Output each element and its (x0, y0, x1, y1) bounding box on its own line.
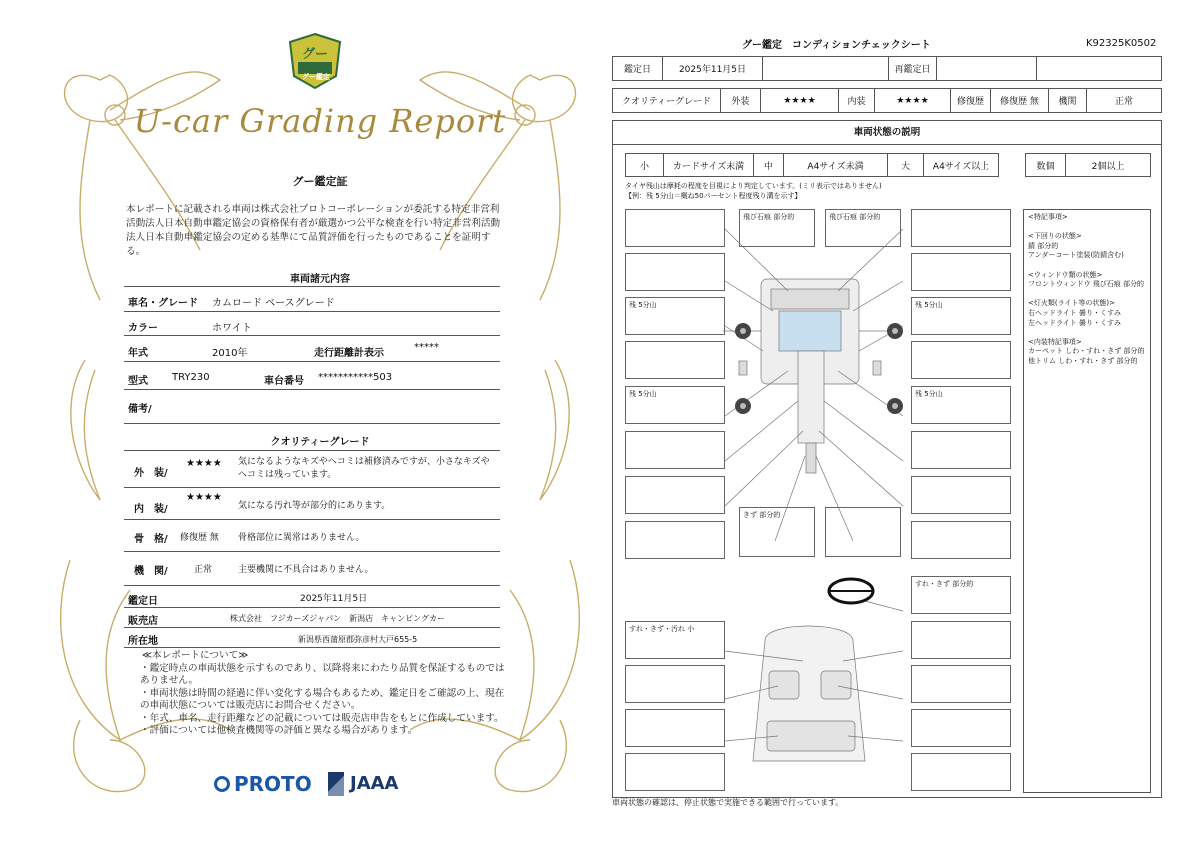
mileage-label: 走行距離計表示 (314, 348, 384, 359)
spec-heading: 車両諸元内容 (290, 274, 350, 285)
condition-check-sheet (612, 30, 1164, 820)
quality-row-engine (124, 552, 500, 586)
int-stars: ★★★★ (875, 89, 951, 112)
row-grading-date (124, 586, 500, 608)
condition-panel (612, 120, 1162, 798)
regrade-value (937, 57, 1037, 80)
address-label: 所在地 (128, 636, 158, 647)
blank-cell (763, 57, 889, 80)
exterior-label: 外 装/ (134, 468, 168, 479)
row-address (124, 628, 500, 648)
notes-line: カーペット しわ・すれ・きず 部分的 (1028, 347, 1145, 356)
quality-row-frame (124, 520, 500, 552)
quality-heading: クオリティーグレード (270, 437, 370, 448)
legend-count: 数個 (1026, 154, 1066, 176)
spec-row-remarks (124, 390, 500, 424)
tire-note: タイヤ残山は摩耗の程度を目視により判定しています。(ミリ表示ではありません) (625, 182, 882, 190)
grading-date-value: 2025年11月5日 (663, 57, 763, 80)
frame-text: 骨格部位に異常はありません。 (238, 533, 365, 543)
sheet-id: K92325K0502 (1086, 38, 1157, 49)
seat-mark: すれ・きず・汚れ 小 (629, 625, 695, 633)
damage-box (625, 621, 725, 659)
name-label: 車名・グレード (128, 298, 198, 309)
legend-mid: 中 (754, 154, 784, 176)
svg-text:グー: グー (301, 47, 329, 62)
interior-stars: ★★★★ (186, 492, 222, 503)
count-legend (1025, 153, 1151, 177)
notes-line: 右ヘッドライト 曇り・くすみ (1028, 308, 1122, 317)
legend-small: 小 (626, 154, 664, 176)
damage-box (625, 253, 725, 291)
report-notes (140, 650, 510, 738)
notes-line: <ウィンドウ類の状態> (1028, 270, 1103, 279)
jaaa-logo-icon (328, 772, 344, 796)
tire-rl-mark: 残 5分山 (629, 390, 657, 398)
frame-label: 骨 格/ (134, 534, 168, 545)
exterior-stars: ★★★★ (186, 458, 222, 469)
notes-line: 錆 部分的 (1028, 241, 1059, 250)
quality-row-exterior (124, 450, 500, 488)
notes-line (1028, 223, 1146, 233)
damage-box (911, 576, 1011, 614)
note-item: ・年式、車名、走行距離などの記載については販売店申告をもとに作成しています。 (140, 712, 504, 724)
interior-label: 内 装/ (134, 504, 168, 515)
model-value: TRY230 (172, 372, 210, 383)
steering-wheel-icon (829, 579, 873, 603)
note-item: ・鑑定時点の車両状態を示すものであり、以降将来にわたり品質を保証するものではありません。 (140, 662, 505, 686)
damage-box (911, 297, 1011, 335)
damage-box (625, 386, 725, 424)
damage-box (911, 476, 1011, 514)
notes-line: 左ヘッドライト 曇り・くすみ (1028, 318, 1122, 327)
proto-logo-icon (214, 776, 230, 792)
exterior-text: 気になるようなキズやヘコミは補修済みですが、小さなキズやヘコミは残っています。 (238, 457, 490, 480)
remarks-label: 備考/ (128, 404, 152, 415)
notes-line: <特記事項> (1028, 213, 1068, 221)
damage-box (625, 297, 725, 335)
damage-box (911, 341, 1011, 379)
certificate-title: グー鑑定証 (292, 175, 348, 188)
interior-text: 気になる汚れ等が部分的にあります。 (238, 501, 391, 511)
damage-box (625, 209, 725, 247)
damage-box (911, 253, 1011, 291)
damage-box (825, 507, 901, 557)
spec-row-color (124, 312, 500, 336)
mileage-value: ***** (414, 342, 439, 353)
name-value: カムロード ベースグレード (212, 298, 335, 309)
damage-box (911, 521, 1011, 559)
color-value: ホワイト (212, 323, 252, 334)
engine-value: 正常 (1114, 97, 1133, 107)
damage-box (911, 753, 1011, 791)
size-legend (625, 153, 999, 177)
ext-stars: ★★★★ (761, 89, 839, 112)
damage-box (625, 476, 725, 514)
report-title: U-car Grading Report (133, 102, 507, 140)
notes-line: 他トリム しわ・すれ・きず 部分的 (1028, 356, 1138, 365)
dealer-label: 販売店 (128, 616, 158, 627)
regrade-label: 再鑑定日 (889, 57, 937, 80)
tire-example: 【例：残 5分山＝概ね50パーセント程度残り溝を示す】 (625, 192, 802, 200)
repair-value: 修復歴 無 (991, 89, 1049, 112)
notes-line: フロントウィンドウ 飛び石痕 部分的 (1028, 280, 1145, 289)
chassis-label: 車台番号 (264, 376, 304, 387)
grading-date-value: 2025年11月5日 (300, 594, 368, 604)
damage-box (625, 709, 725, 747)
legend-mid-desc: A4サイズ未満 (784, 154, 888, 176)
quality-row (612, 88, 1162, 113)
chip-mark-2: 飛び石痕 部分的 (829, 213, 881, 221)
notes-line (1028, 290, 1146, 300)
damage-box (911, 709, 1011, 747)
notes-line: アンダーコート塗装(防錆含む) (1028, 251, 1124, 260)
jaaa-logo: JAAA (350, 773, 399, 794)
damage-box (625, 431, 725, 469)
spec-row-name (124, 286, 500, 312)
tire-fl-mark: 残 5分山 (629, 301, 657, 309)
dealer-value: 株式会社 フジカーズジャパン 新潟店 キャンピングカー (230, 614, 445, 623)
notes-line: <内装特記事項> (1028, 337, 1082, 346)
damage-box (825, 209, 901, 247)
grading-certificate (40, 20, 600, 820)
damage-box (911, 209, 1011, 247)
year-label: 年式 (128, 348, 148, 359)
scratch-mark: きず 部分的 (743, 511, 781, 519)
year-value: 2010年 (212, 348, 248, 359)
repair-label: 修復歴 (951, 89, 991, 112)
tire-rr-mark: 残 5分山 (915, 390, 943, 398)
engine-label: 機 関/ (134, 566, 168, 577)
spec-row-model (124, 362, 500, 390)
notes-line: <灯火類(ライト等の状態)> (1028, 299, 1115, 308)
damage-box (625, 521, 725, 559)
note-item: ・評価については他検査機関等の評価と異なる場合があります。 (140, 725, 418, 736)
notes-line (1028, 261, 1146, 271)
legend-large: 大 (888, 154, 924, 176)
damage-box (911, 386, 1011, 424)
address-value: 新潟県西蒲原郡弥彦村大戸655-5 (298, 635, 418, 644)
model-label: 型式 (128, 376, 148, 387)
int-label: 内装 (839, 89, 875, 112)
emblem-label: グー鑑定 (302, 73, 330, 81)
damage-box (625, 665, 725, 703)
grading-date-label: 鑑定日 (128, 596, 158, 607)
chassis-value: ***********503 (318, 372, 393, 383)
note-item: ・車両状態は時間の経過に伴い変化する場合もあるため、鑑定日をご確認の上、現在の車両状態については販売店にお問合せください。 (140, 687, 505, 711)
special-notes-box (1023, 209, 1151, 793)
steering-mark: すれ・きず 部分的 (915, 580, 974, 588)
damage-box (911, 665, 1011, 703)
certificate-statement: 本レポートに記載される車両は株式会社プロトコーポレーションが委託する特定非営利活動法人日本自動車鑑定協会の資格保有者が厳選かつ公平な検査を行い特定非営利活動法人日本自動車鑑定協会の定める基準にて品質評価を行ったものであることを証明する。 (126, 204, 501, 257)
condition-title: 車両状態の説明 (613, 121, 1161, 145)
sheet-title: グー鑑定 コンディションチェックシート (742, 40, 931, 51)
notes-line (1028, 328, 1146, 338)
engine-label: 機関 (1049, 89, 1087, 112)
ext-label: 外装 (721, 89, 761, 112)
frame-value: 修復歴 無 (180, 533, 219, 543)
damage-box (625, 753, 725, 791)
spec-row-year (124, 336, 500, 362)
legend-large-desc: A4サイズ以上 (932, 161, 990, 172)
row-dealer (124, 608, 500, 628)
notes-title: ≪本レポートについて≫ (142, 650, 249, 661)
damage-box (911, 621, 1011, 659)
damage-box (739, 507, 815, 557)
color-label: カラー (128, 323, 158, 334)
quality-row-interior (124, 488, 500, 520)
engine-text: 主要機関に不具合はありません。 (238, 565, 374, 575)
qg-label: クオリティーグレード (613, 89, 721, 112)
damage-box (911, 431, 1011, 469)
damage-box (625, 341, 725, 379)
sheet-footer: 車両状態の確認は、停止状態で実施できる範囲で行っています。 (612, 798, 844, 807)
logo-row (210, 770, 450, 800)
tire-fr-mark: 残 5分山 (915, 301, 943, 309)
damage-box (739, 209, 815, 247)
legend-small-desc: カードサイズ未満 (664, 154, 754, 176)
notes-line: <下回りの状態> (1028, 232, 1082, 241)
legend-count-desc: 2個以上 (1091, 161, 1125, 172)
chip-mark-1: 飛び石痕 部分的 (743, 213, 795, 221)
grading-date-label: 鑑定日 (613, 57, 663, 80)
engine-value: 正常 (194, 565, 213, 575)
proto-logo: PROTO (234, 772, 312, 796)
date-row (612, 56, 1162, 81)
